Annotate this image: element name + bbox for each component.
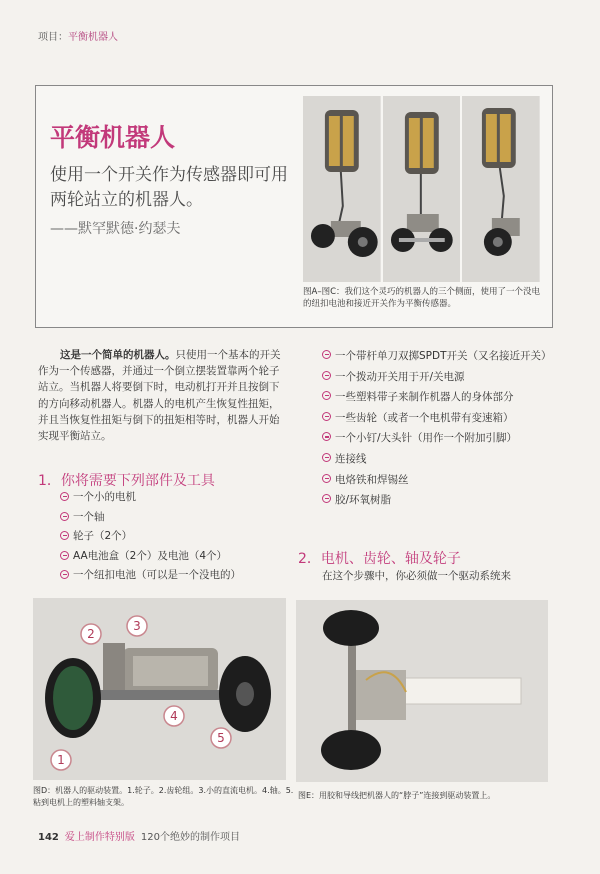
list-item [322,408,562,429]
figure-abc-caption: 图A–图C：我们这个灵巧的机器人的三个侧面，使用了一个没电的纽扣电池和接近开关作为平衡传感器。 [303,287,541,309]
list-item [60,547,280,567]
list-item-text: 一个小的电机 [73,491,136,503]
hero-subtitle: 使用一个开关作为传感器即可用两轮站立的机器人。 [50,165,288,210]
list-item [322,428,562,449]
list-item-text: 电烙铁和焊锡丝 [335,473,409,486]
section2-heading: 2．电机、齿轮、轴及轮子 [298,551,461,567]
callout-4: 4 [170,709,178,723]
section2-text: 在这个步骤中，你必须做一个驱动系统来 [322,570,511,582]
intro-paragraph [38,347,288,444]
list-item-text: 连接线 [335,452,367,465]
robot-side-view-b [383,96,461,282]
list-item-text: AA电池盒（2个）及电池（4个） [73,549,228,562]
page-title: 平衡机器人 [50,123,176,152]
bullet-icon [60,570,69,579]
running-header [38,28,118,43]
list-item [322,490,562,511]
list-item-text: 一个纽扣电池（可以是一个没电的） [73,569,241,581]
bullet-icon [322,494,331,503]
callout-1: 1 [57,753,65,767]
list-item [60,566,280,586]
figure-abc-photo [303,96,540,282]
robot-side-view-c [462,96,540,282]
list-item [60,508,280,528]
bullet-icon [322,474,331,483]
intro-text: 只使用一个基本的开关作为一个传感器，并通过一个倒立摆装置靠两个轮子站立。当机器人将要倒下时，电动机打开并且按倒下的方向移动机器人。机器人的电机产生恢复性扭矩，并且当恢复性扭矩与倒下的扭矩相等时，机器人开始实现平衡站立。 [38,349,281,443]
section1-heading: 1．你将需要下列部件及工具 [38,473,215,489]
list-item [322,346,562,367]
bullet-icon [322,350,331,359]
list-item-text: 轮子（2个） [73,530,133,542]
list-item [60,527,280,547]
list-item [322,470,562,491]
bullet-icon [60,531,69,540]
bullet-icon [322,453,331,462]
bullet-icon [322,371,331,380]
bullet-icon [60,492,69,501]
bullet-icon [60,512,69,521]
parts-list-2 [322,346,562,511]
list-item [322,449,562,470]
list-item [322,387,562,408]
footer-title: 120个绝妙的制作项目 [140,832,240,843]
list-item-text: 胶/环氧树脂 [335,494,392,507]
page-footer [38,828,240,843]
header-prefix: 项目： [38,32,68,43]
intro-lead: 这是一个简单的机器人。 [60,349,176,361]
bullet-icon [322,432,331,441]
list-item-text: 一个拨动开关用于开/关电源 [335,370,465,383]
hero-author: ——默罕默德·约瑟夫 [50,221,181,237]
list-item-text: 一些塑料带子来制作机器人的身体部分 [335,391,514,404]
bullet-icon [322,412,331,421]
callout-3: 3 [133,619,141,633]
callout-5: 5 [217,731,225,745]
figure-e-caption: 图E：用胶和导线把机器人的“脖子”连接到驱动装置上。 [298,791,496,800]
footer-series: 爱上制作特别版 [64,832,135,843]
list-item [322,367,562,388]
list-item-text: 一个小钉/大头针（用作一个附加引脚） [335,432,518,445]
callout-2: 2 [87,627,95,641]
figure-d-photo [33,598,286,780]
bullet-icon [60,551,69,560]
list-item-text: 一个轴 [73,510,105,523]
header-project: 平衡机器人 [68,32,118,43]
bullet-icon [322,391,331,400]
list-item-text: 一些齿轮（或者一个电机带有变速箱） [335,411,514,424]
figure-d-caption: 图D：机器人的驱动装置。1.轮子。2.齿轮组。3.小的直流电机。4.轴。5.粘到电机上的塑料轴支架。 [33,786,294,807]
list-item-text: 一个带杆单刀双掷SPDT开关（又名接近开关） [335,350,552,362]
page-number: 142 [38,832,59,843]
robot-side-view-a [303,96,381,282]
figure-e-photo [296,600,548,782]
list-item [60,488,280,508]
parts-list-1 [60,488,280,586]
